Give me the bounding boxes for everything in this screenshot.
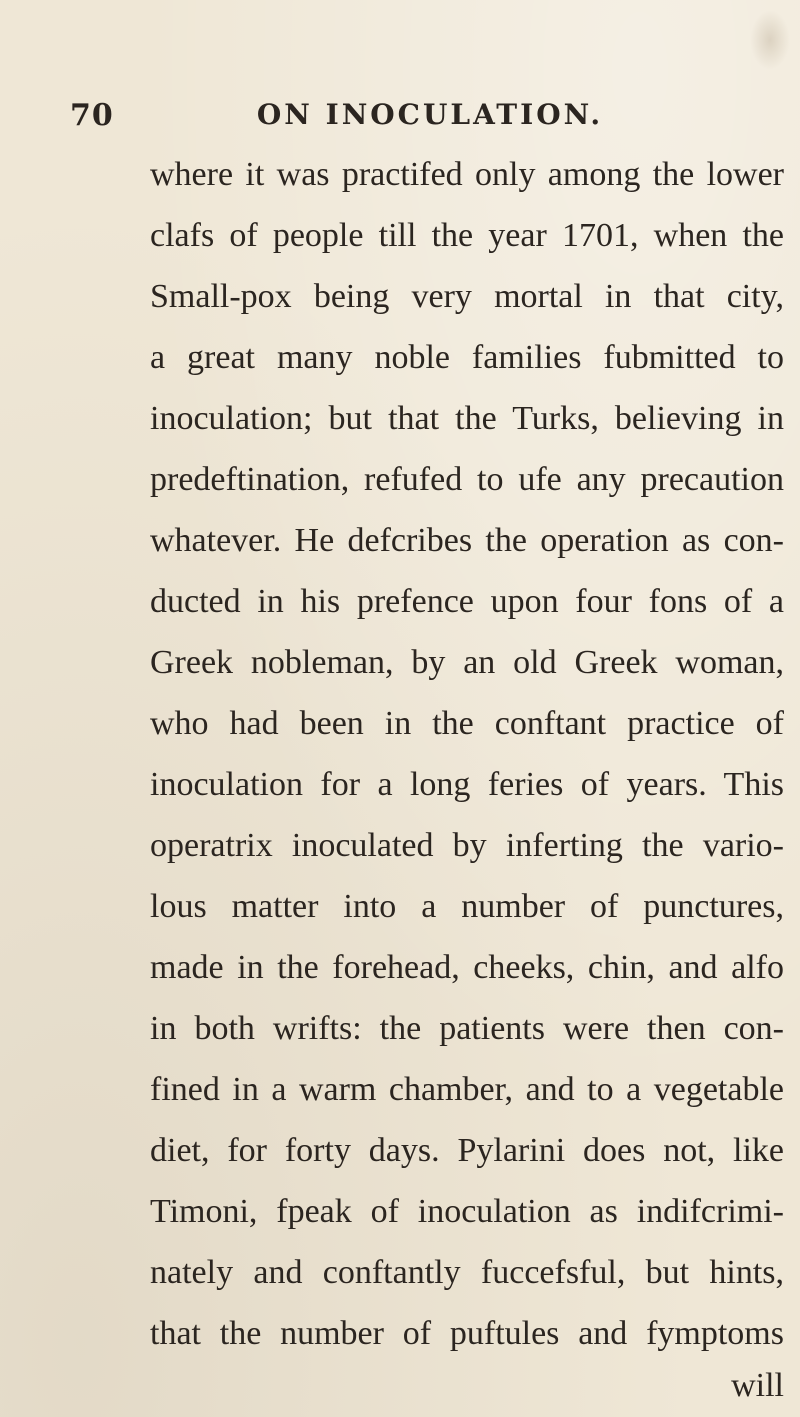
running-head: ON INOCULATION. [256, 98, 604, 131]
text-line: ducted in his prefence upon four fons of a [150, 583, 784, 620]
text-line: Small-pox being very mortal in that city, [150, 278, 784, 315]
text-line: operatrix inoculated by inferting the vario- [150, 827, 784, 864]
text-line: whatever. He defcribes the operation as con- [150, 522, 784, 559]
text-line: lous matter into a number of punctures, [150, 888, 784, 925]
text-line: where it was practifed only among the lower [150, 156, 784, 193]
text-line: Greek nobleman, by an old Greek woman, [150, 644, 784, 681]
text-line: that the number of puftules and fymptoms [150, 1315, 784, 1352]
text-line: inoculation for a long feries of years. This [150, 766, 784, 803]
catchword: will [731, 1367, 784, 1404]
text-line: a great many noble families fubmitted to [150, 339, 784, 376]
text-line: clafs of people till the year 1701, when the [150, 217, 784, 254]
text-line: predeftination, refufed to ufe any precaution [150, 461, 784, 498]
text-line: inoculation; but that the Turks, believing in [150, 400, 784, 437]
text-line: who had been in the conftant practice of [150, 705, 784, 742]
text-line: Timoni, fpeak of inoculation as indifcrimi- [150, 1193, 784, 1230]
text-line: nately and conftantly fuccefsful, but hints, [150, 1254, 784, 1291]
text-line: in both wrifts: the patients were then con- [150, 1010, 784, 1047]
page-number: 70 [70, 98, 114, 133]
text-line: diet, for forty days. Pylarini does not, like [150, 1132, 784, 1169]
text-line: made in the forehead, cheeks, chin, and alfo [150, 949, 784, 986]
text-line: fined in a warm chamber, and to a vegetable [150, 1071, 784, 1108]
